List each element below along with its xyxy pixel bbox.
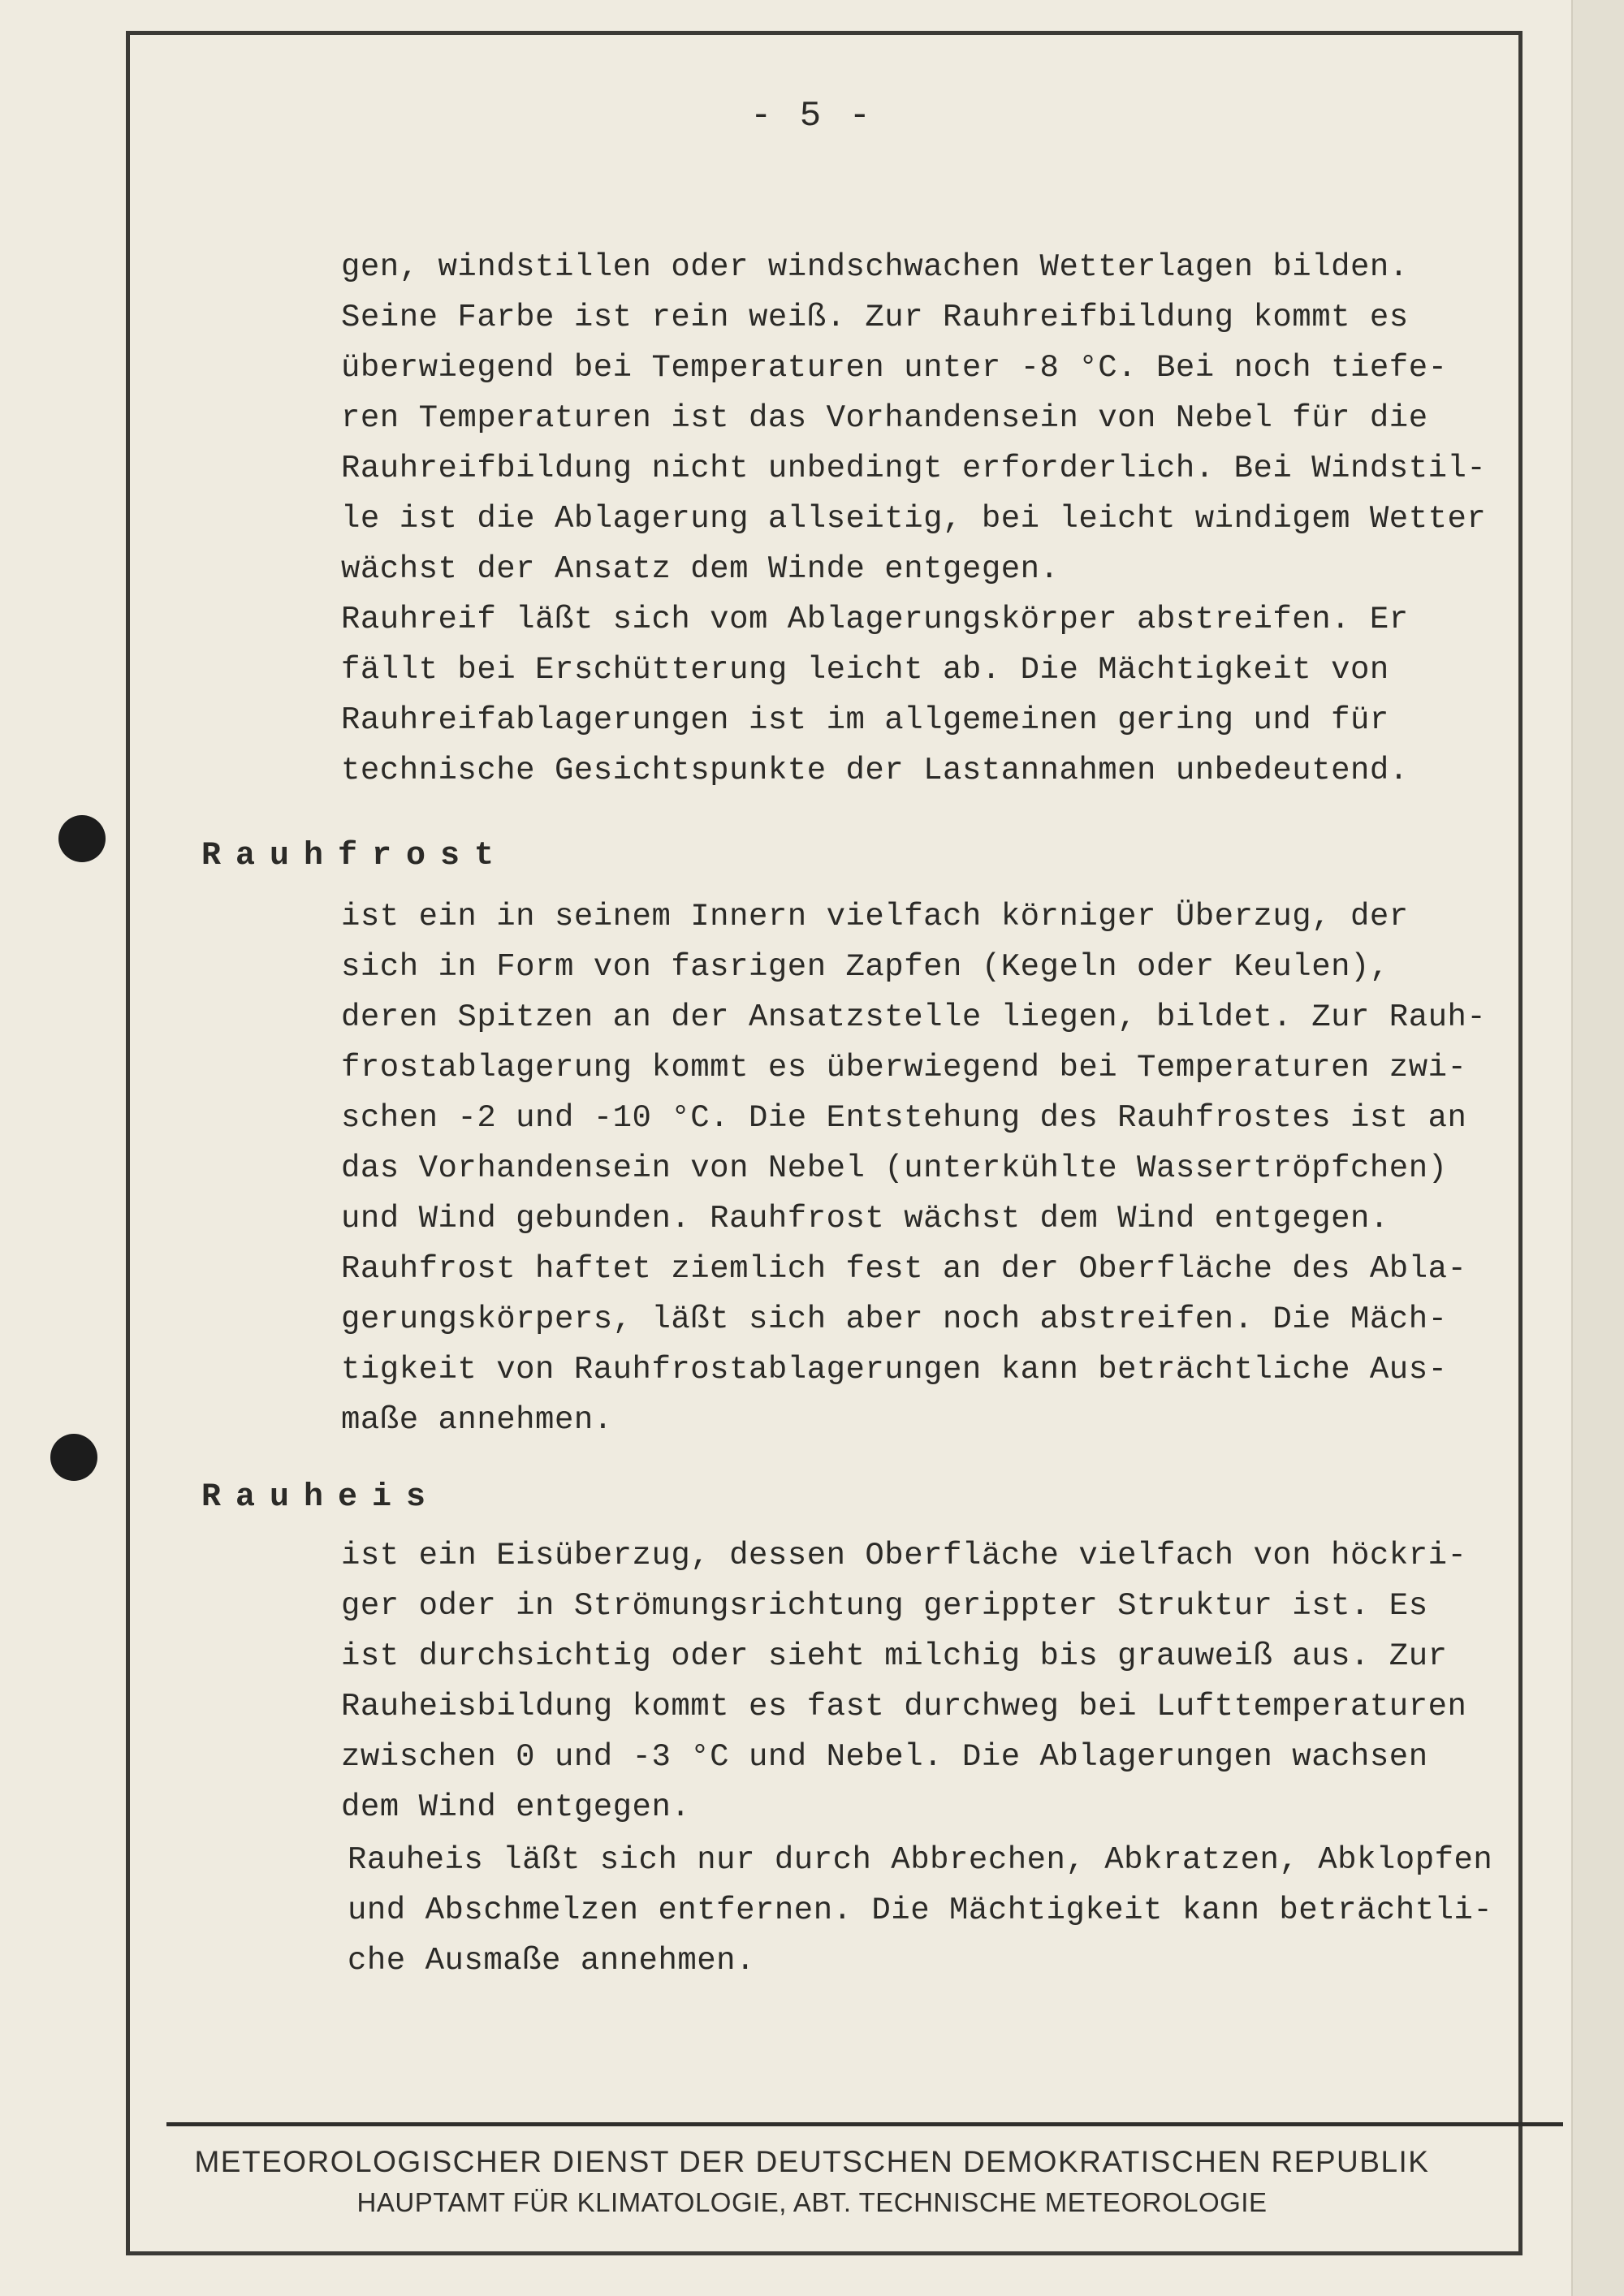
paragraph-rauheis-removal: Rauheis läßt sich nur durch Abbrechen, Abkratzen, Abklopfen und Abschmelzen entfernen. Die Mächtigkeit kann beträchtli- che Ausmaße annehmen. xyxy=(348,1842,1493,1979)
footer-rule xyxy=(166,2122,1563,2126)
paragraph-rauheis: ist ein Eisüberzug, dessen Oberfläche vielfach von höckri- ger oder in Strömungsrichtung gerippter Struktur ist. Es ist durchsichtig oder sieht milchig bis grauweiß aus. Zur Rauheisbildung kommt es fast durchweg bei Lufttemperaturen zwischen 0 und -3 °C und Nebel. Die Ablagerungen wachsen dem Wind entgegen. xyxy=(341,1538,1467,1825)
paragraph-raureif: gen, windstillen oder windschwachen Wetterlagen bilden. Seine Farbe ist rein weiß. Zur Rauhreifbildung kommt es überwiegend bei Temperaturen unter -8 °C. Bei noch tiefe- ren Temperaturen ist das Vorhandensein von Nebel für die Rauhreifbildung nicht unbedingt erforderlich. Bei Windstil- le ist die Ablagerung allseitig, bei leicht windigem Wetter wächst der Ansatz dem Winde entgegen. Rauhreif läßt sich vom Ablagerungskörper abstreifen. Er fällt bei Erschütterung leicht ab. Die Mächtigkeit von Rauhreifablagerungen ist im allgemeinen gering und für technische Gesichtspunkte der Lastannahmen unbedeutend. xyxy=(341,249,1487,788)
punch-hole-bottom xyxy=(50,1434,97,1481)
footer-department: HAUPTAMT FÜR KLIMATOLOGIE, ABT. TECHNISCHE METEOROLOGIE xyxy=(356,2187,1268,2217)
footer-organization: METEOROLOGISCHER DIENST DER DEUTSCHEN DEMOKRATISCHEN REPUBLIK xyxy=(194,2145,1430,2178)
punch-hole-top xyxy=(58,815,106,862)
paragraph-rauhfrost: ist ein in seinem Innern vielfach körniger Überzug, der sich in Form von fasrigen Zapfen (Kegeln oder Keulen), deren Spitzen an der Ansatzstelle liegen, bildet. Zur Rauh- frostablagerung kommt es überwiegend bei Temperaturen zwi- schen -2 und -10 °C. Die Entstehung des Rauhfrostes ist an das Vorhandensein von Nebel (unterkühlte Wassertröpfchen) und Wind gebunden. Rauhfrost wächst dem Wind entgegen. Rauhfrost haftet ziemlich fest an der Oberfläche des Abla- gerungskörpers, läßt sich aber noch abstreifen. Die Mäch- tigkeit von Rauhfrostablagerungen kann beträchtliche Aus- maße annehmen. xyxy=(341,899,1487,1438)
page-edge xyxy=(1571,0,1624,2296)
heading-rauhfrost: Rauhfrost xyxy=(201,838,509,874)
page-number: - 5 - xyxy=(749,96,875,136)
heading-rauheis: Rauheis xyxy=(201,1479,441,1516)
